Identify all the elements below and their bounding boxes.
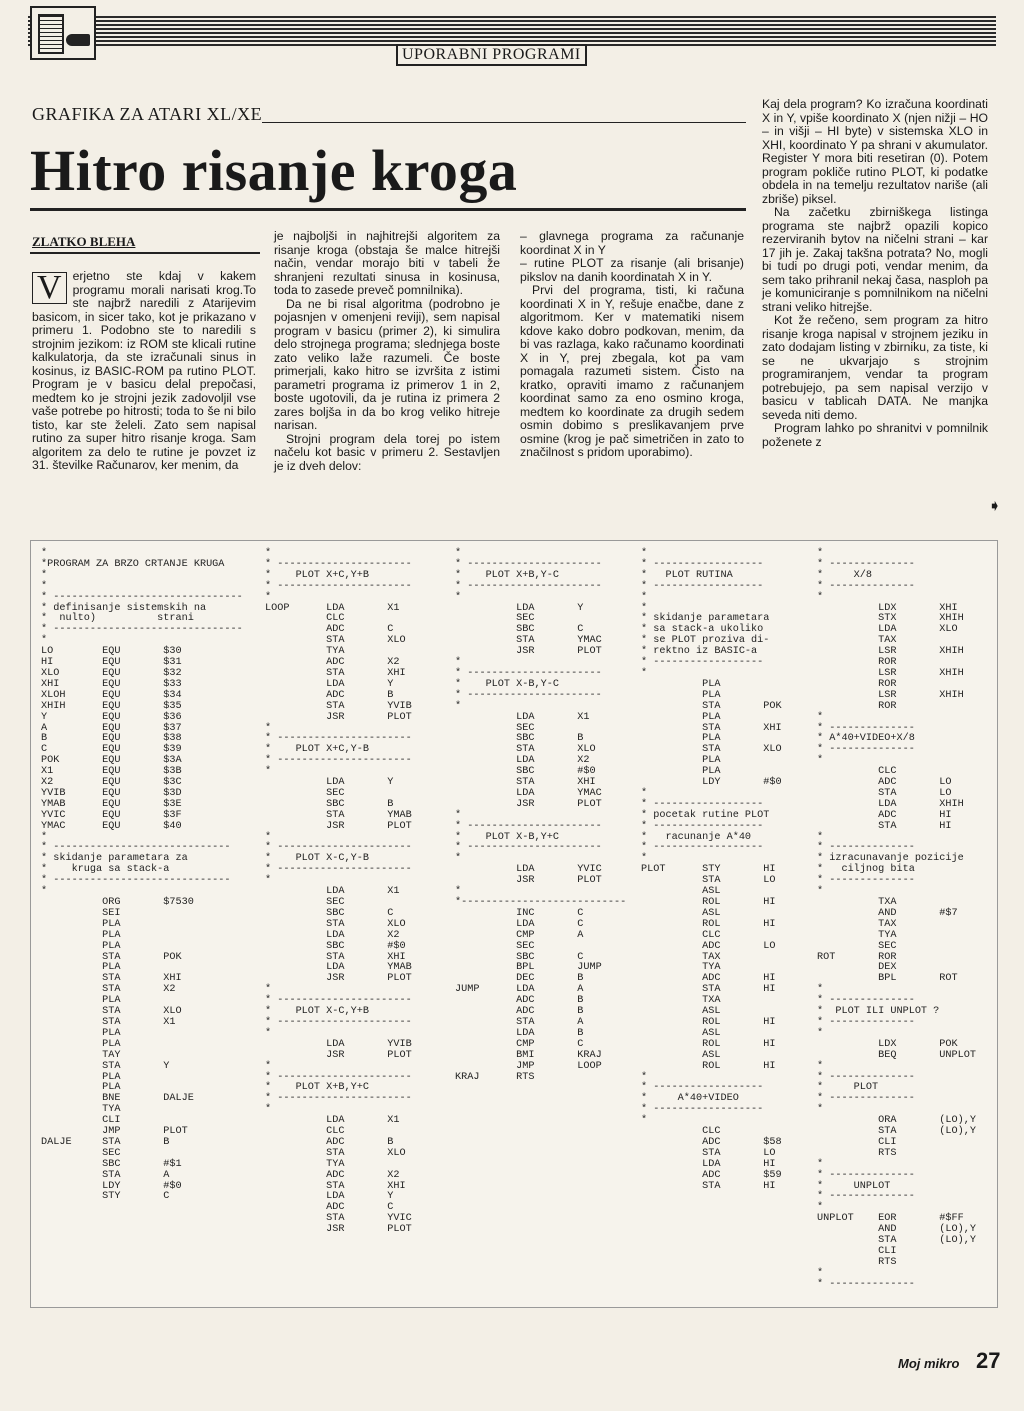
paragraph: Da ne bi risal algoritma (podrobno je pojasnjen v omenjeni reviji), sem napisal program v basicu (primer 2), ki simulira delo strojnega programa; slednjega boste zato veliko laže razumeli. Če boste primerjali, kako hitro se izvršita z istimi parametri programa iz primerov 1 in 2, boste ugotovili, da je rutina iz primera 2 zares boljša in da bo krog veliko hitreje narisan.: [274, 296, 500, 432]
computer-screen-icon: [38, 14, 64, 54]
article-column-4: [762, 98, 988, 449]
paragraph: Prvi del programa, tisti, ki računa koordinati X in Y, rešuje enačbe, dane z algoritmom. Ker v matematiki nisem kdove kako dobro podkovan, menim, da bi vas razlaga, kako računamo koordinati X in Y, prej zbegala, kot pa vam pomagala razumeti sistem. Čisto na kratko, opraviti imamo z računanjem koordinat samo za eno osmino kroga, medtem ko koordinate za drugih sedem osmin dobimo s preslikavanjem prve osmine (krog je pač simetričen in zato to značilnost s pridom uporabimo).: [520, 283, 744, 459]
magazine-logo: [30, 6, 96, 60]
paragraph: Kaj dela program? Ko izračuna koordinati X in Y, vpiše koordinato X (njen nižji – HO – in višji – HI byte) v sistemska XLO in XHI, koordinato Y pa shrani v akumulator. Register Y mora biti resetiran (0). Potem program pokliče rutino PLOT, ki podatke obdela in na temelju rezultatov nariše (ali zbriše) piksel.: [762, 97, 988, 206]
paragraph: Na začetku zbirniškega listinga programa ste najbrž opazili kopico rezerviranih bytov na ničelni strani – kar 17 jih je. Zakaj takšna potrata? No, mogli bi tudi po drugi poti, vendar menim, da sem tako prihranil nekaj časa, nasploh pa je komuniciranje s pomnilnikom na ničelni strani veliko hitrejše.: [762, 205, 988, 314]
paragraph: Program lahko po shranitvi v pomnilnik poženete z: [762, 421, 988, 449]
listing-column-4: * * ------------------ * PLOT RUTINA * ------------------ * * * skidanje parametara * sa stack-a ukoliko * se PLOT proziva di- * rektno iz BASIC-a * ------------------ * PLA PLA STA POK PLA STA XHI PLA STA XLO PLA PLA LDY #$0 * * ------------------ * pocetak rutine PLOT * ------------------ * racunanje A*40 * ------------------ * PLOT STY HI STA LO ASL ROL HI ASL ROL HI CLC ADC LO TAX TYA ADC HI STA HI TXA ASL ROL HI ASL ROL HI ASL ROL HI * * ------------------ * A*40+VIDEO * ------------------ * CLC ADC $58 STA LO LDA HI ADC $59 STA HI: [641, 548, 782, 1192]
listing-column-3: * * ---------------------- * PLOT X+B,Y-C * ---------------------- * LDA Y SEC SBC C STA YMAC JSR PLOT * * ---------------------- * PLOT X-B,Y-C * ---------------------- * LDA X1 SEC SBC B STA XLO LDA X2 SBC #$0 STA XHI LDA YMAC JSR PLOT * * ---------------------- * PLOT X-B,Y+C * ---------------------- * LDA YVIC JSR PLOT * *--------------------------- INC C LDA C CMP A SEC SBC C BPL JUMP DEC B JUMP LDA A ADC B ADC B STA A LDA B CMP C BMI KRAJ JMP LOOP KRAJ RTS: [455, 548, 627, 1083]
article-column-1: [32, 270, 256, 473]
listing-column-5: * * -------------- * X/8 * -------------- * LDX XHI STX XHIH LDA XLO TAX LSR XHIH ROR LSR XHIH ROR LSR XHIH ROR * * -------------- * A*40+VIDEO+X/8 * -------------- * CLC ADC LO STA LO LDA XHIH ADC HI STA HI * * -------------- * izracunavanje pozicije * ciljnog bita * -------------- * TXA AND #$7 TAX TYA SEC ROT ROR DEX BPL ROT * * -------------- * PLOT ILI UNPLOT ? * -------------- * LDX POK BEQ UNPLOT * * -------------- * PLOT * -------------- * ORA (LO),Y STA (LO),Y CLI RTS * * -------------- * UNPLOT * -------------- * UNPLOT EOR #$FF AND (LO),Y STA (LO),Y CLI RTS * * --------------: [817, 548, 976, 1290]
title-rule: [30, 208, 746, 211]
drop-cap: V: [32, 272, 67, 304]
author-rule: [30, 252, 260, 254]
article-column-2: [274, 230, 500, 473]
article-title: Hitro risanje kroga: [30, 138, 518, 203]
magazine-name: Moj mikro: [898, 1356, 960, 1371]
continue-arrow-icon: ➧: [988, 498, 1002, 515]
page-number: 27: [976, 1348, 1001, 1373]
kicker-rule: [262, 122, 746, 123]
section-label: UPORABNI PROGRAMI: [396, 44, 587, 66]
paragraph: je najboljši in najhitrejši algoritem za risanje kroga (obstaja še malce hitrejši način, vendar morajo biti v tabeli že shranjeni rezultati sinusa in kosinusa, toda to zasede preveč pomnilnika).: [274, 229, 500, 297]
paragraph: erjetno ste kdaj v kakem programu morali narisati krog.To ste najbrž naredili z Atarijevim basicom, in sicer tako, kot je prikazano v primeru 1. Podobno ste to naredili s strojnim jezikom: iz ROM ste klicali rutine kalkulatorja, da ste izračunali sinus in kosinus, iz BASIC-ROM pa rutino PLOT. Program je v basicu delal prepočasi, medtem ko je strojni jezik zadovoljil vse vaše potrebe po hitrosti; toda to še ni bilo tisto, kar ste želeli. Zato sem napisal rutino za super hitro risanje kroga. Sam algoritem za delo te rutine je povzet iz 31. številke Računarov, ker menim, da: [32, 269, 256, 472]
paragraph: Kot že rečeno, sem program za hitro risanje kroga napisal v strojnem jeziku in zato dodajam listing v zbirniku, za tiste, ki se ne ukvarjajo s strojnim programiranjem, vendar ta program potrebujejo, pa sem napisal verzijo v basicu v tablicah DATA. Ne manjka seveda niti demo.: [762, 313, 988, 422]
listing-column-2: * * ---------------------- * PLOT X+C,Y+B * ---------------------- * LOOP LDA X1 CLC ADC C STA XLO TYA ADC X2 STA XHI LDA Y ADC B STA YVIB JSR PLOT * * ---------------------- * PLOT X+C,Y-B * ---------------------- * LDA Y SEC SBC B STA YMAB JSR PLOT * * ---------------------- * PLOT X-C,Y-B * ---------------------- * LDA X1 SEC SBC C STA XLO LDA X2 SBC #$0 STA XHI LDA YMAB JSR PLOT * * ---------------------- * PLOT X-C,Y+B * ---------------------- * LDA YVIB JSR PLOT * * ---------------------- * PLOT X+B,Y+C * ---------------------- * LDA X1 CLC ADC B STA XLO TYA ADC X2 STA XHI LDA Y ADC C STA YVIC JSR PLOT: [265, 548, 412, 1236]
article-kicker: GRAFIKA ZA ATARI XL/XE: [32, 104, 263, 124]
paragraph: – glavnega programa za računanje koordinat X in Y: [520, 229, 744, 257]
assembly-listing: [30, 540, 998, 1308]
pointing-hand-icon: [66, 34, 90, 46]
paragraph: Strojni program dela torej po istem načelu kot basic v primeru 2. Sestavljen je iz dveh delov:: [274, 431, 500, 473]
listing-column-1: * *PROGRAM ZA BRZO CRTANJE KRUGA * * * ------------------------------- * definisanje sistemskih na * nulto) strani * ------------------------------- * LO EQU $30 HI EQU $31 XLO EQU $32 XHI EQU $33 XLOH EQU $34 XHIH EQU $35 Y EQU $36 A EQU $37 B EQU $38 C EQU $39 POK EQU $3A X1 EQU $3B X2 EQU $3C YVIB EQU $3D YMAB EQU $3E YVIC EQU $3F YMAC EQU $40 * * ----------------------------- * skidanje parametara za * kruga sa stack-a * ----------------------------- * ORG $7530 SEI PLA PLA PLA STA POK PLA STA XHI STA X2 PLA STA XLO STA X1 PLA PLA TAY STA Y PLA PLA BNE DALJE TYA CLI JMP PLOT DALJE STA B SEC SBC #$1 STA A LDY #$0 STY C: [41, 548, 243, 1203]
paragraph: – rutine PLOT za risanje (ali brisanje) pikslov na danih koordinatah X in Y.: [520, 256, 744, 284]
article-column-3: [520, 230, 744, 460]
article-author: ZLATKO BLEHA: [32, 234, 136, 249]
